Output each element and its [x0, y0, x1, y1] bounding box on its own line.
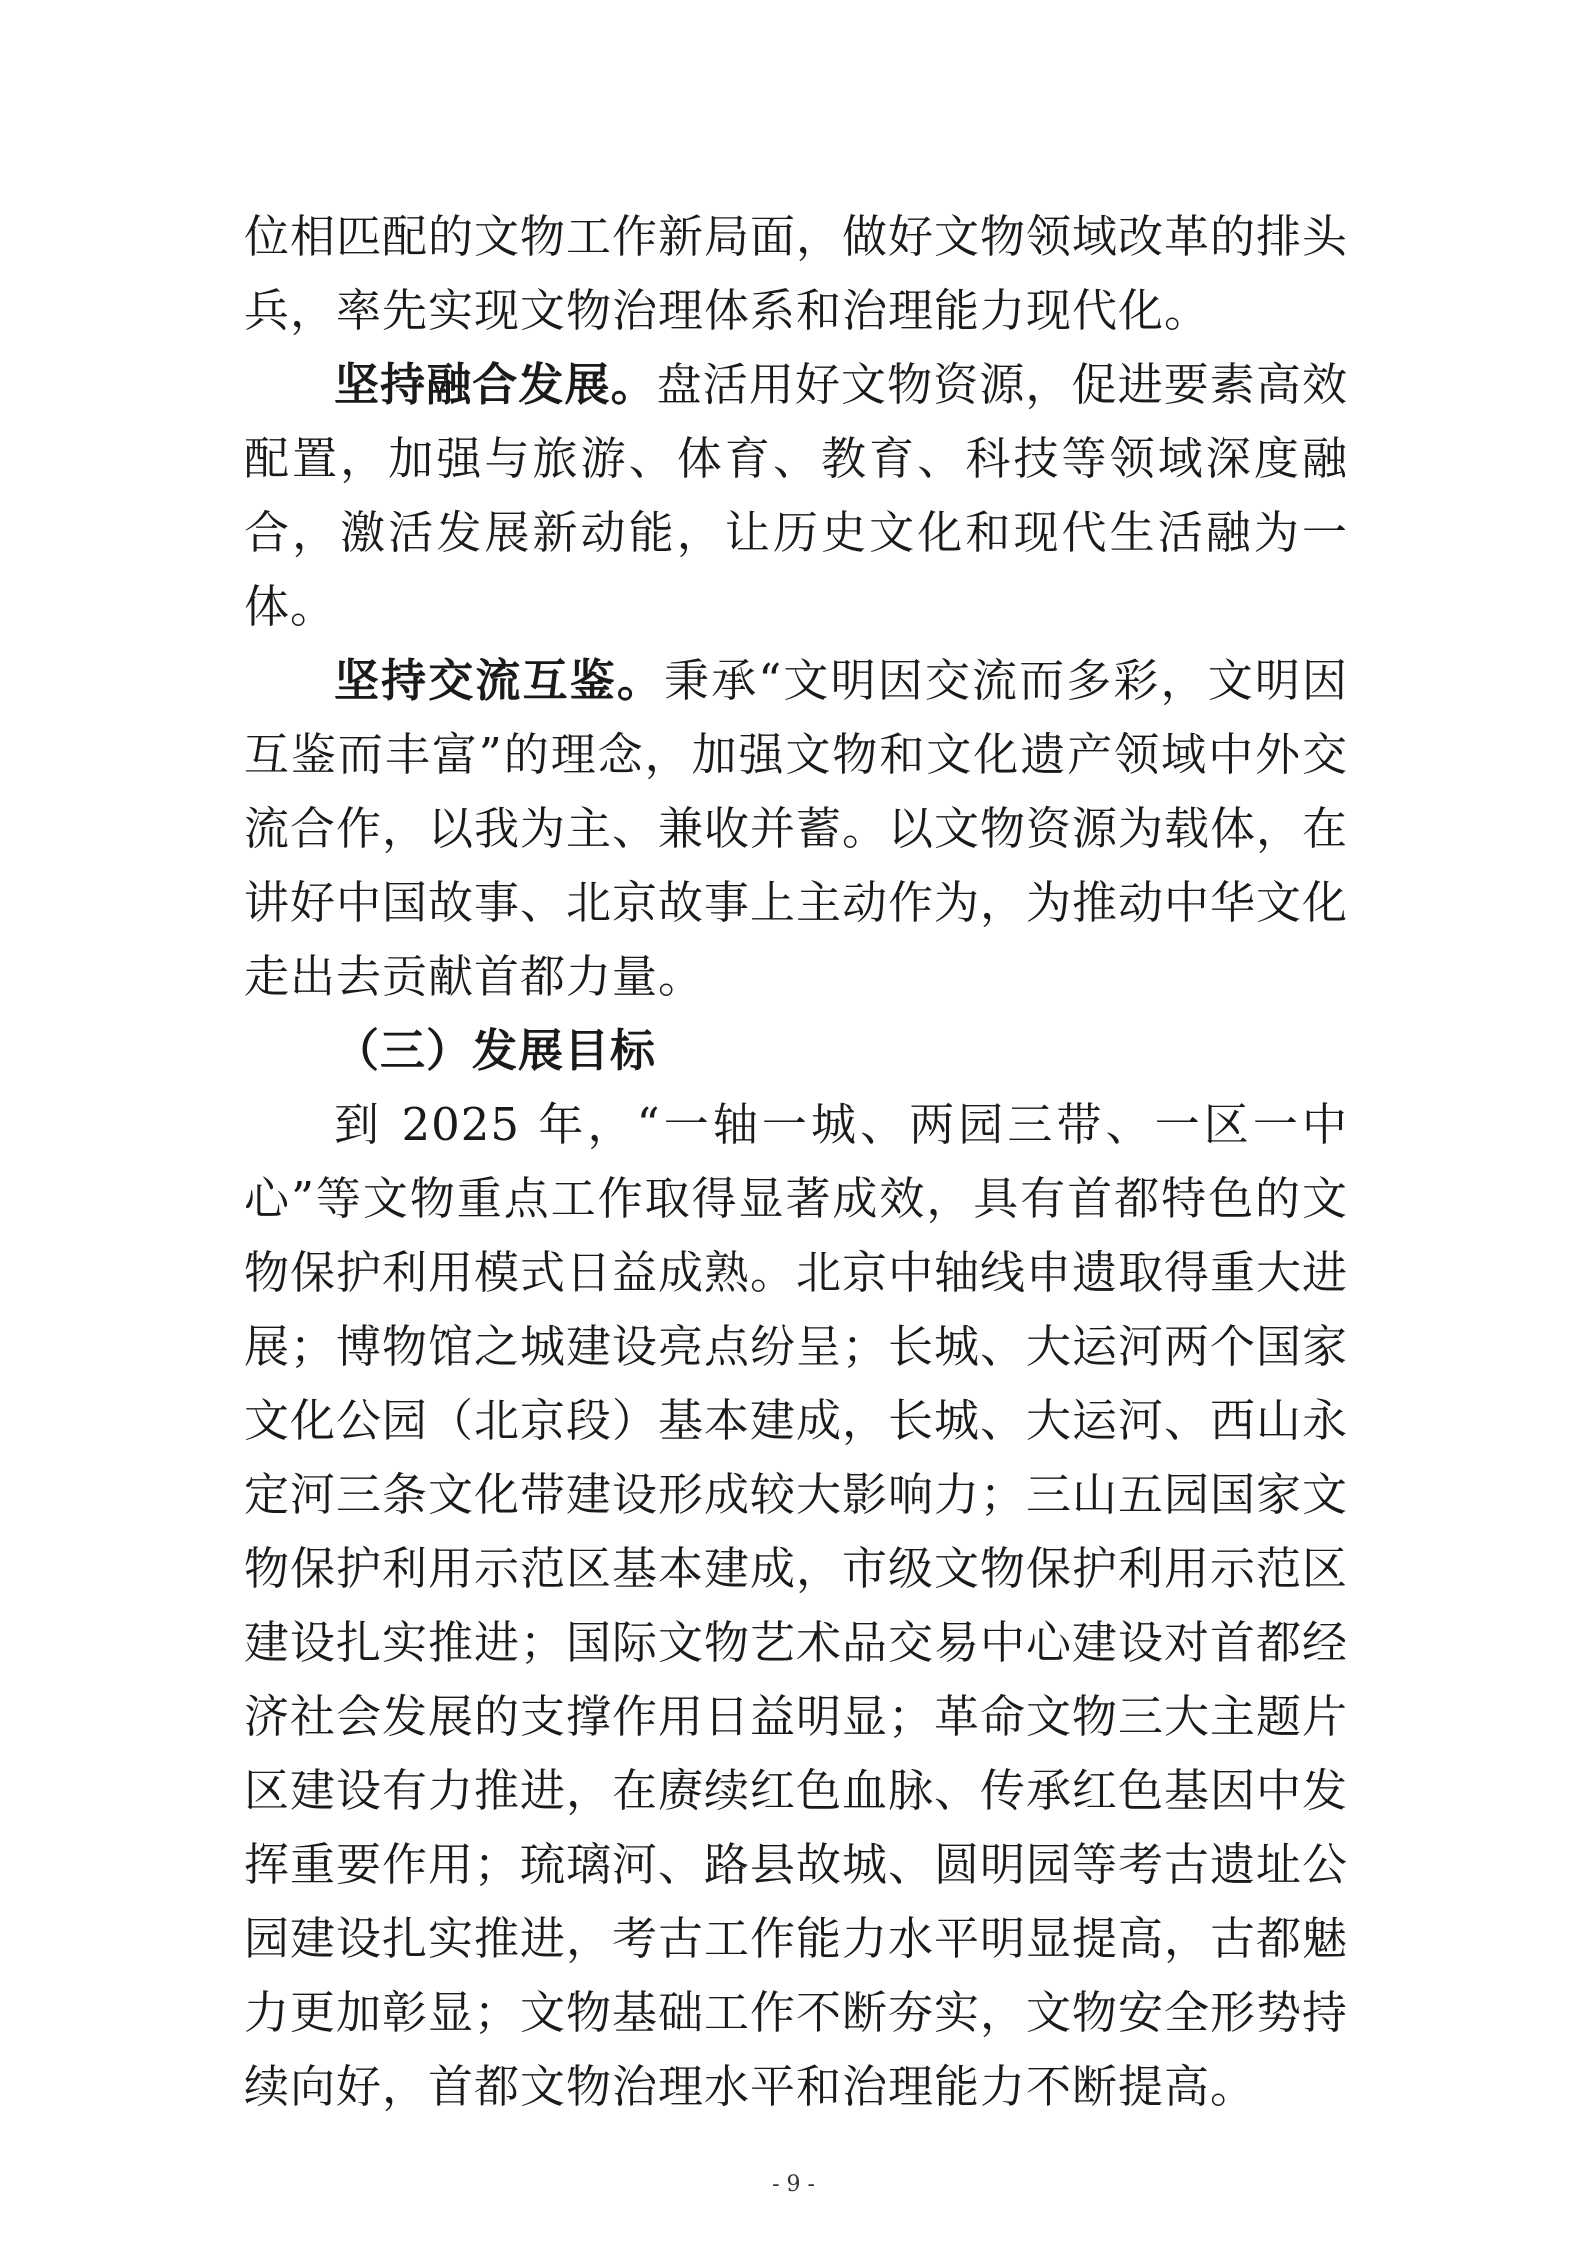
document-body — [244, 200, 1348, 2124]
paragraph-integration-development — [244, 348, 1348, 644]
paragraph-lead: 坚持融合发展。 — [334, 358, 657, 411]
paragraph-continuation — [244, 200, 1348, 348]
page-number: - 9 - — [772, 2172, 815, 2197]
paragraph-text: 位相匹配的文物工作新局面，做好文物领域改革的排头兵，率先实现文物治理体系和治理能力现代化。 — [244, 210, 1349, 337]
paragraph-development-goals — [244, 1088, 1348, 2124]
paragraph-exchange-mutual-learning — [244, 644, 1348, 1014]
paragraph-text: 盘活用好文物资源，促进要素高效配置，加强与旅游、体育、教育、科技等领域深度融合，激活发展新动能，让历史文化和现代生活融为一体。 — [244, 358, 1348, 633]
section-heading: （三）发展目标 — [334, 1024, 657, 1077]
paragraph-text: 秉承“文明因交流而多彩，文明因互鉴而丰富”的理念，加强文物和文化遗产领域中外交流合作，以我为主、兼收并蓄。以文物资源为载体，在讲好中国故事、北京故事上主动作为，为推动中华文化走出去贡献首都力量。 — [244, 654, 1349, 1003]
paragraph-lead: 坚持交流互鉴。 — [334, 654, 664, 707]
paragraph-text: 到 2025 年，“一轴一城、两园三带、一区一中心”等文物重点工作取得显著成效，具有首都特色的文物保护利用模式日益成熟。北京中轴线申遗取得重大进展；博物馆之城建设亮点纷呈；长城、大运河两个国家文化公园（北京段）基本建成，长城、大运河、西山永定河三条文化带建设形成较大影响力；三山五园国家文物保护利用示范区基本建成，市级文物保护利用示范区建设扎实推进；国际文物艺术品交易中心建设对首都经济社会发展的支撑作用日益明显；革命文物三大主题片区建设有力推进，在赓续红色血脉、传承红色基因中发挥重要作用；琉璃河、路县故城、圆明园等考古遗址公园建设扎实推进，考古工作能力水平明显提高，古都魅力更加彰显；文物基础工作不断夯实，文物安全形势持续向好，首都文物治理水平和治理能力不断提高。 — [244, 1098, 1349, 2113]
